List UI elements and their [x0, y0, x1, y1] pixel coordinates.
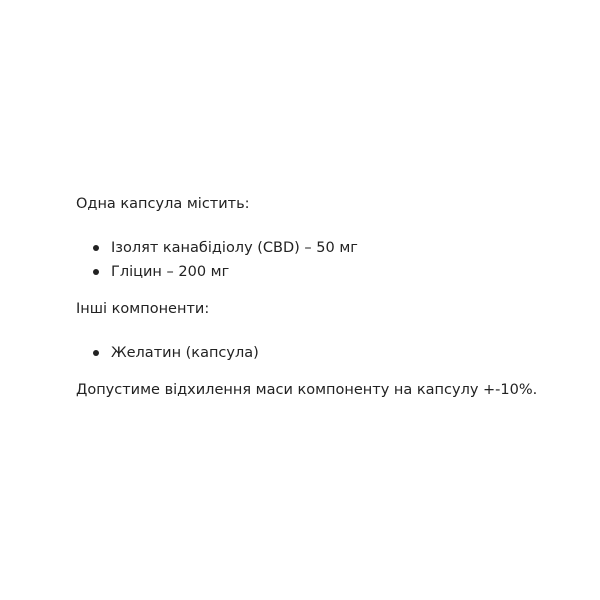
tolerance-note: Допустиме відхилення маси компоненту на капсулу +-10%.	[76, 382, 538, 398]
bullet-icon	[93, 245, 99, 251]
list-item	[76, 343, 576, 367]
list-item-text: Ізолят канабідіолу (CBD) – 50 мг	[111, 240, 358, 256]
bullet-icon	[93, 269, 99, 275]
list-item	[76, 262, 576, 286]
other-components-list	[76, 343, 576, 367]
list-item	[76, 238, 576, 262]
list-item-text: Гліцин – 200 мг	[111, 264, 230, 280]
capsule-contents-heading: Одна капсула містить:	[76, 196, 250, 212]
product-composition	[76, 194, 576, 400]
bullet-icon	[93, 350, 99, 356]
list-item-text: Желатин (капсула)	[111, 345, 259, 361]
capsule-contents-list	[76, 238, 576, 286]
other-components-heading: Інші компоненти:	[76, 301, 210, 317]
